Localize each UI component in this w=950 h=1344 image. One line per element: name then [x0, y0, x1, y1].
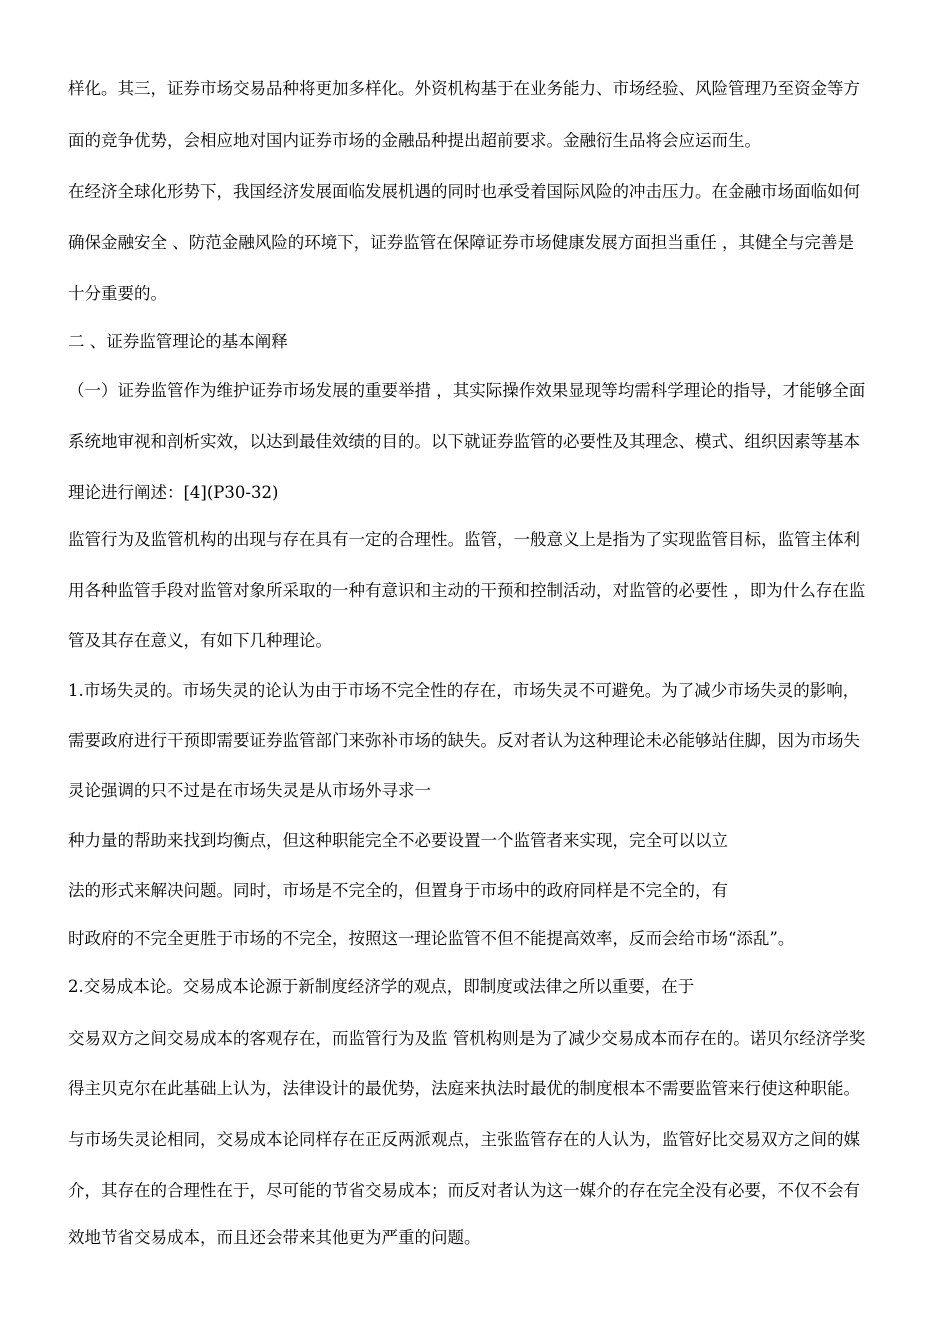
- text-line: 法的形式来解决问题。同时，市场是不完全的，但置身于市场中的政府同样是不完全的，有: [68, 881, 728, 900]
- text-line: 理论进行阐述：[4](P30-32): [68, 483, 279, 502]
- text-line: 在经济全球化形势下，我国经济发展面临发展机遇的同时也承受着国际风险的冲击压力。在金融市场面临如何: [68, 182, 860, 201]
- text-line: 交易双方之间交易成本的客观存在，而监管行为及监 管机构则是为了减少交易成本而存在的。诺贝尔经济学奖: [68, 1029, 866, 1048]
- text-line: 样化。其三，证券市场交易品种将更加多样化。外资机构基于在业务能力、市场经验、风险管理乃至资金等方: [68, 79, 860, 98]
- text-line: 得主贝克尔在此基础上认为，法律设计的最优势，法庭来执法时最优的制度根本不需要监管来行使这种职能。: [68, 1079, 860, 1098]
- text-line: 效地节省交易成本，而且还会带来其他更为严重的问题。: [68, 1228, 481, 1247]
- section-heading: 二 、证券监管理论的基本阐释: [68, 332, 288, 351]
- text-line: 用各种监管手段对监管对象所采取的一种有意识和主动的干预和控制活动，对监管的必要性 ，即为什么存在监: [68, 581, 866, 600]
- text-line: 1.市场失灵的。市场失灵的论认为由于市场不完全性的存在，市场失灵不可避免。为了减少市场失灵的影响，: [68, 681, 860, 700]
- text-line: 十分重要的。: [68, 284, 167, 303]
- text-line: 与市场失灵论相同，交易成本论同样存在正反两派观点，主张监管存在的人认为，监管好比交易双方之间的媒: [68, 1130, 860, 1149]
- text-line: 2.交易成本论。交易成本论源于新制度经济学的观点，即制度或法律之所以重要，在于: [68, 977, 695, 996]
- text-line: 种力量的帮助来找到均衡点，但这种职能完全不必要设置一个监管者来实现，完全可以以立: [68, 831, 728, 850]
- text-line: 确保金融安全 、防范金融风险的环境下，证券监管在保障证券市场健康发展方面担当重任 ，其健全与完善是: [68, 233, 854, 252]
- text-line: 系统地审视和剖析实效，以达到最佳效绩的目的。以下就证券监管的必要性及其理念、模式、组织因素等基本: [68, 432, 860, 451]
- text-line: 管及其存在意义，有如下几种理论。: [68, 631, 332, 650]
- text-line: 时政府的不完全更胜于市场的不完全，按照这一理论监管不但不能提高效率，反而会给市场“添乱”。: [68, 929, 795, 948]
- text-line: （一）证券监管作为维护证券市场发展的重要举措 ，其实际操作效果显现等均需科学理论的指导，才能够全面: [68, 381, 866, 400]
- text-line: 面的竞争优势，会相应地对国内证券市场的金融品种提出超前要求。金融衍生品将会应运而生。: [68, 131, 761, 150]
- text-line: 灵论强调的只不过是在市场失灵是从市场外寻求一: [68, 781, 431, 800]
- text-line: 需要政府进行干预即需要证券监管部门来弥补市场的缺失。反对者认为这种理论未必能够站住脚，因为市场失: [68, 731, 860, 750]
- text-line: 介，其存在的合理性在于，尽可能的节省交易成本；而反对者认为这一媒介的存在完全没有必要，不仅不会有: [68, 1181, 860, 1200]
- text-line: 监管行为及监管机构的出现与存在具有一定的合理性。监管，一般意义上是指为了实现监管目标，监管主体利: [68, 530, 860, 549]
